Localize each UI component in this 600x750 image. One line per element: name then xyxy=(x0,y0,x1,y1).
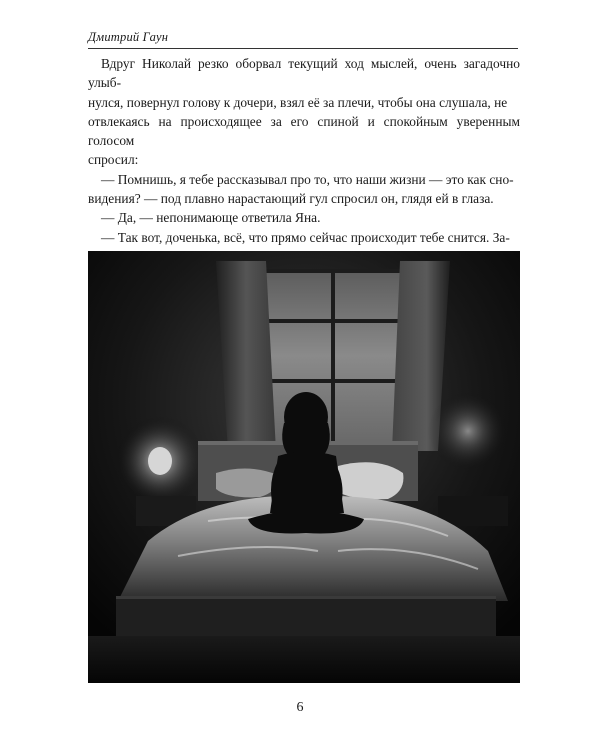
illustration-girl-on-bed xyxy=(88,251,520,683)
paragraph: — Да, — непонимающе ответила Яна. xyxy=(101,210,321,226)
header-divider xyxy=(88,48,518,49)
paragraph: Вдруг Николай резко оборвал текущий ход мыслей, очень загадочно улыб- нулся, повернул голову к дочери, взял её за плечи, чтобы она слушала, не отвлекаясь на происходящее за его спиной и спокойным уверенным голосом спросил: xyxy=(88,56,520,168)
page-number: 6 xyxy=(296,700,304,715)
paragraph: — Помнишь, я тебе рассказывал про то, что наши жизни — это как сно- видения? — под плавно нарастающий гул спросил он, глядя ей в глаза. xyxy=(88,171,514,207)
running-head-author: Дмитрий Гаун xyxy=(88,30,169,44)
paragraph: — Так вот, доченька, всё, что прямо сейчас происходит тебе снится. За- xyxy=(101,229,510,245)
